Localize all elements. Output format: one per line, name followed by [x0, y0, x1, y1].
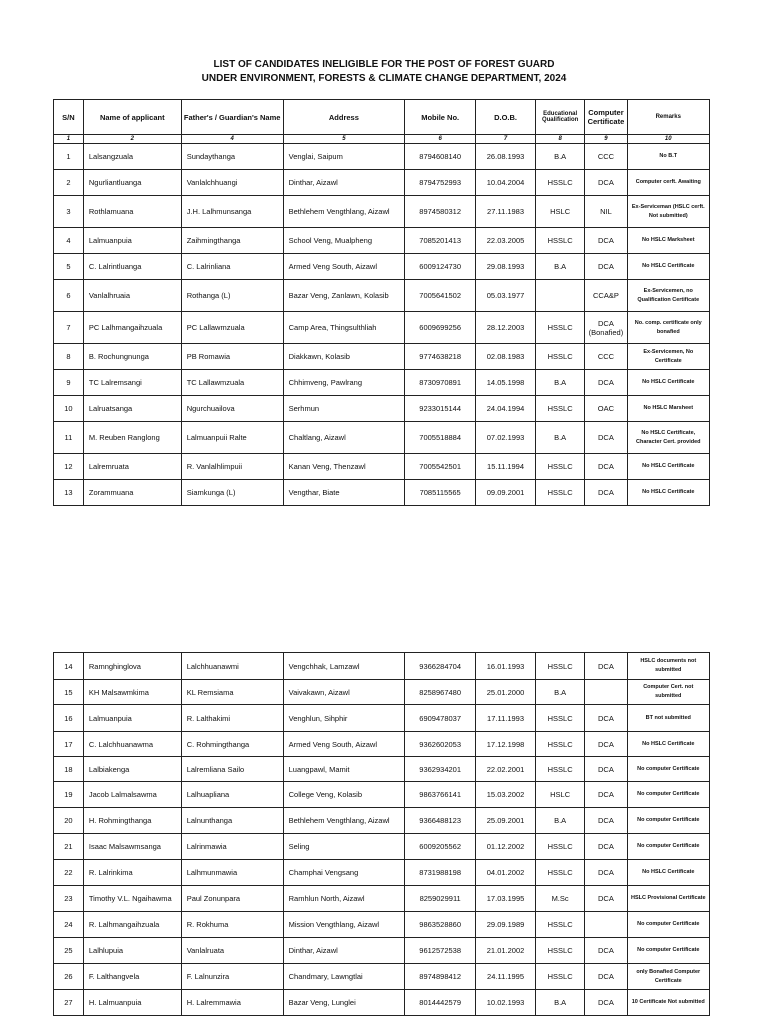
cell-name: Lalruatsanga: [83, 396, 181, 422]
table-row: [54, 964, 710, 990]
cell-father: Vanlalruata: [181, 938, 283, 964]
cell-dob: 09.09.2001: [476, 480, 536, 506]
cell-remarks: No computer Certificate: [627, 834, 709, 860]
cell-comp: DCA: [585, 732, 627, 757]
cell-dob: 25.01.2000: [476, 680, 536, 705]
cell-sn: 10: [54, 396, 84, 422]
cell-father: TC Lallawmzuala: [181, 370, 283, 396]
cell-father: PC Lallawmzuala: [181, 312, 283, 344]
cell-remarks: Ex-Servicemen, no Qualification Certificate: [627, 280, 709, 312]
table-row: [54, 454, 710, 480]
cell-comp: CCC: [585, 144, 627, 170]
cell-comp: OAC: [585, 396, 627, 422]
cell-name: PC Lalhmangaihzuala: [83, 312, 181, 344]
table-row: [54, 680, 710, 705]
header-row: [54, 100, 710, 135]
cell-sn: 13: [54, 480, 84, 506]
col-header-dob: D.O.B.: [476, 100, 536, 135]
cell-edu: B.A: [535, 422, 584, 454]
cell-name: R. Lalrinkima: [83, 860, 181, 886]
cell-address: Luangpawl, Mamit: [283, 757, 405, 782]
cell-remarks: No. comp. certificate only bonafied: [627, 312, 709, 344]
cell-father: Lalmuanpuii Ralte: [181, 422, 283, 454]
cell-name: Lalsangzuala: [83, 144, 181, 170]
cell-remarks: HSLC documents not submitted: [627, 653, 709, 680]
cell-father: Ngurchuailova: [181, 396, 283, 422]
cell-dob: 17.12.1998: [476, 732, 536, 757]
cell-remarks: No HSLC Certificate: [627, 254, 709, 280]
cell-edu: HSSLC: [535, 396, 584, 422]
title-line-1: LIST OF CANDIDATES INELIGIBLE FOR THE POST OF FOREST GUARD: [213, 59, 555, 70]
cell-edu: B.A: [535, 144, 584, 170]
cell-dob: 22.03.2005: [476, 228, 536, 254]
table-row: [54, 938, 710, 964]
cell-remarks: No computer Certificate: [627, 912, 709, 938]
cell-name: C. Lalrintluanga: [83, 254, 181, 280]
cell-name: Zorammuana: [83, 480, 181, 506]
cell-remarks: 10 Certificate Not submitted: [627, 990, 709, 1016]
table-row: [54, 653, 710, 680]
cell-remarks: BT not submitted: [627, 705, 709, 732]
cell-sn: 22: [54, 860, 84, 886]
cell-father: Zaihmingthanga: [181, 228, 283, 254]
cell-sn: 20: [54, 808, 84, 834]
cell-father: Lalhmunmawia: [181, 860, 283, 886]
col-header-comp: Computer Certificate: [585, 100, 627, 135]
cell-name: H. Rohmingthanga: [83, 808, 181, 834]
cell-remarks: No computer Certificate: [627, 782, 709, 808]
table-row: [54, 370, 710, 396]
cell-dob: 28.12.2003: [476, 312, 536, 344]
cell-sn: 25: [54, 938, 84, 964]
col-number: 1: [54, 135, 84, 144]
cell-sn: 27: [54, 990, 84, 1016]
cell-sn: 19: [54, 782, 84, 808]
cell-dob: 17.11.1993: [476, 705, 536, 732]
cell-dob: 24.04.1994: [476, 396, 536, 422]
title-line-2: UNDER ENVIRONMENT, FORESTS & CLIMATE CHANGE DEPARTMENT, 2024: [201, 73, 567, 84]
cell-dob: 17.03.1995: [476, 886, 536, 912]
cell-edu: HSSLC: [535, 344, 584, 370]
cell-mobile: 6909478037: [405, 705, 476, 732]
cell-comp: DCA: [585, 454, 627, 480]
cell-dob: 07.02.1993: [476, 422, 536, 454]
col-number: 5: [283, 135, 405, 144]
cell-edu: [535, 280, 584, 312]
cell-edu: HSSLC: [535, 912, 584, 938]
cell-address: Ramhlun North, Aizawl: [283, 886, 405, 912]
cell-name: Ngurliantluanga: [83, 170, 181, 196]
col-number: 8: [535, 135, 584, 144]
cell-edu: B.A: [535, 680, 584, 705]
cell-father: J.H. Lalhmunsanga: [181, 196, 283, 228]
cell-mobile: 8731988198: [405, 860, 476, 886]
cell-mobile: 8730970891: [405, 370, 476, 396]
cell-comp: DCA: [585, 480, 627, 506]
cell-dob: 14.05.1998: [476, 370, 536, 396]
table-row: [54, 808, 710, 834]
cell-mobile: 7085201413: [405, 228, 476, 254]
cell-remarks: No B.T: [627, 144, 709, 170]
cell-name: R. Lalhmangaihzuala: [83, 912, 181, 938]
cell-sn: 3: [54, 196, 84, 228]
cell-name: TC Lalremsangi: [83, 370, 181, 396]
cell-mobile: 8258967480: [405, 680, 476, 705]
cell-mobile: 8014442579: [405, 990, 476, 1016]
cell-name: Lalhlupuia: [83, 938, 181, 964]
table-row: [54, 312, 710, 344]
table-row: [54, 280, 710, 312]
cell-address: Bazar Veng, Zanlawn, Kolasib: [283, 280, 405, 312]
cell-address: Vengchhak, Lamzawl: [283, 653, 405, 680]
cell-comp: CCA&P: [585, 280, 627, 312]
cell-mobile: 6009124730: [405, 254, 476, 280]
cell-comp: [585, 680, 627, 705]
cell-father: C. Rohmingthanga: [181, 732, 283, 757]
cell-address: Serhmun: [283, 396, 405, 422]
cell-edu: HSLC: [535, 196, 584, 228]
cell-dob: 21.01.2002: [476, 938, 536, 964]
cell-name: Lalbiakenga: [83, 757, 181, 782]
cell-father: C. Lalrinliana: [181, 254, 283, 280]
cell-address: Mission Vengthlang, Aizawl: [283, 912, 405, 938]
cell-remarks: only Bonafied Computer Certificate: [627, 964, 709, 990]
col-header-remarks: Remarks: [627, 100, 709, 135]
cell-comp: DCA (Bonafied): [585, 312, 627, 344]
cell-dob: 29.08.1993: [476, 254, 536, 280]
cell-edu: B.A: [535, 254, 584, 280]
cell-name: Ramnghinglova: [83, 653, 181, 680]
cell-father: KL Remsiama: [181, 680, 283, 705]
cell-address: Venglai, Saipum: [283, 144, 405, 170]
cell-father: R. Lalthakimi: [181, 705, 283, 732]
cell-remarks: No HSLC Certificate: [627, 370, 709, 396]
cell-mobile: 7085115565: [405, 480, 476, 506]
cell-sn: 7: [54, 312, 84, 344]
table-row: [54, 757, 710, 782]
table-row: [54, 422, 710, 454]
col-number: 6: [405, 135, 476, 144]
cell-mobile: 9774638218: [405, 344, 476, 370]
table-row: [54, 860, 710, 886]
col-header-sn: S/N: [54, 100, 84, 135]
cell-mobile: 9233015144: [405, 396, 476, 422]
cell-edu: HSSLC: [535, 757, 584, 782]
cell-remarks: No HSLC Certificate: [627, 732, 709, 757]
table-row: [54, 396, 710, 422]
cell-father: Lalrinmawia: [181, 834, 283, 860]
cell-dob: 01.12.2002: [476, 834, 536, 860]
cell-address: Vengthar, Biate: [283, 480, 405, 506]
cell-comp: DCA: [585, 370, 627, 396]
cell-comp: DCA: [585, 938, 627, 964]
table-row: [54, 990, 710, 1016]
cell-address: Chaltlang, Aizawl: [283, 422, 405, 454]
cell-name: C. Lalchhuanawma: [83, 732, 181, 757]
cell-comp: DCA: [585, 808, 627, 834]
cell-address: Bazar Veng, Lunglei: [283, 990, 405, 1016]
table-row: [54, 344, 710, 370]
cell-sn: 15: [54, 680, 84, 705]
cell-remarks: No computer Certificate: [627, 938, 709, 964]
cell-comp: DCA: [585, 228, 627, 254]
cell-dob: 22.02.2001: [476, 757, 536, 782]
cell-comp: CCC: [585, 344, 627, 370]
cell-sn: 26: [54, 964, 84, 990]
cell-sn: 24: [54, 912, 84, 938]
cell-father: R. Rokhuma: [181, 912, 283, 938]
cell-comp: DCA: [585, 886, 627, 912]
cell-comp: DCA: [585, 422, 627, 454]
col-header-address: Address: [283, 100, 405, 135]
table-row: [54, 196, 710, 228]
cell-remarks: Computer Cert. not submitted: [627, 680, 709, 705]
cell-name: Jacob Lalmalsawma: [83, 782, 181, 808]
cell-address: School Veng, Mualpheng: [283, 228, 405, 254]
cell-mobile: 8259029911: [405, 886, 476, 912]
cell-name: M. Reuben Ranglong: [83, 422, 181, 454]
cell-edu: HSSLC: [535, 938, 584, 964]
candidates-table-2: [53, 652, 710, 1016]
cell-address: Bethlehem Vengthlang, Aizawl: [283, 808, 405, 834]
cell-remarks: No HSLC Marksheet: [627, 228, 709, 254]
cell-name: F. Lalthangvela: [83, 964, 181, 990]
cell-sn: 18: [54, 757, 84, 782]
cell-dob: 16.01.1993: [476, 653, 536, 680]
cell-edu: B.A: [535, 808, 584, 834]
cell-father: Sundaythanga: [181, 144, 283, 170]
cell-remarks: Computer cerft. Awaiting: [627, 170, 709, 196]
cell-comp: DCA: [585, 990, 627, 1016]
cell-address: Chandmary, Lawngtlai: [283, 964, 405, 990]
cell-sn: 6: [54, 280, 84, 312]
cell-edu: HSSLC: [535, 228, 584, 254]
cell-edu: B.A: [535, 990, 584, 1016]
col-header-mobile: Mobile No.: [405, 100, 476, 135]
table-row: [54, 480, 710, 506]
cell-sn: 5: [54, 254, 84, 280]
cell-address: Camp Area, Thingsulthliah: [283, 312, 405, 344]
cell-name: Timothy V.L. Ngaihawma: [83, 886, 181, 912]
cell-name: Isaac Malsawmsanga: [83, 834, 181, 860]
cell-father: PB Romawia: [181, 344, 283, 370]
cell-mobile: 7005518884: [405, 422, 476, 454]
cell-comp: DCA: [585, 653, 627, 680]
cell-sn: 16: [54, 705, 84, 732]
table-row: [54, 170, 710, 196]
cell-name: Lalmuanpuia: [83, 228, 181, 254]
col-number: 4: [181, 135, 283, 144]
cell-remarks: No HSLC Marsheet: [627, 396, 709, 422]
cell-name: H. Lalmuanpuia: [83, 990, 181, 1016]
cell-edu: HSSLC: [535, 454, 584, 480]
cell-father: Lalhuapliana: [181, 782, 283, 808]
cell-mobile: 9366284704: [405, 653, 476, 680]
cell-comp: DCA: [585, 834, 627, 860]
col-header-edu: Educational Qualification: [535, 100, 584, 135]
cell-name: Lalmuanpuia: [83, 705, 181, 732]
cell-mobile: 8974898412: [405, 964, 476, 990]
cell-edu: HSSLC: [535, 964, 584, 990]
cell-address: College Veng, Kolasib: [283, 782, 405, 808]
cell-edu: HSSLC: [535, 732, 584, 757]
cell-sn: 12: [54, 454, 84, 480]
cell-comp: [585, 912, 627, 938]
table-row: [54, 705, 710, 732]
cell-address: Kanan Veng, Thenzawl: [283, 454, 405, 480]
cell-address: Seling: [283, 834, 405, 860]
cell-dob: 15.11.1994: [476, 454, 536, 480]
cell-mobile: 9362934201: [405, 757, 476, 782]
cell-dob: 24.11.1995: [476, 964, 536, 990]
cell-edu: HSSLC: [535, 860, 584, 886]
cell-name: Vanlalhruaia: [83, 280, 181, 312]
cell-address: Chhimveng, Pawlrang: [283, 370, 405, 396]
cell-father: R. Vanlalhlimpuii: [181, 454, 283, 480]
table-row: [54, 834, 710, 860]
cell-edu: B.A: [535, 370, 584, 396]
cell-edu: HSLC: [535, 782, 584, 808]
cell-remarks: No HSLC Certificate, Character Cert. provided: [627, 422, 709, 454]
col-header-name: Name of applicant: [83, 100, 181, 135]
cell-dob: 05.03.1977: [476, 280, 536, 312]
cell-edu: HSSLC: [535, 480, 584, 506]
cell-mobile: 8794752993: [405, 170, 476, 196]
cell-mobile: 6009699256: [405, 312, 476, 344]
col-number: 9: [585, 135, 627, 144]
cell-mobile: 7005542501: [405, 454, 476, 480]
cell-comp: DCA: [585, 757, 627, 782]
cell-remarks: No HSLC Certificate: [627, 480, 709, 506]
candidates-table-1: [53, 99, 710, 506]
cell-mobile: 9863766141: [405, 782, 476, 808]
cell-father: H. Lalremmawia: [181, 990, 283, 1016]
cell-dob: 04.01.2002: [476, 860, 536, 886]
cell-mobile: 6009205562: [405, 834, 476, 860]
cell-comp: DCA: [585, 170, 627, 196]
cell-sn: 23: [54, 886, 84, 912]
cell-address: Armed Veng South, Aizawl: [283, 732, 405, 757]
cell-comp: DCA: [585, 964, 627, 990]
cell-remarks: HSLC Provisional Certificate: [627, 886, 709, 912]
table-row: [54, 912, 710, 938]
cell-comp: DCA: [585, 705, 627, 732]
cell-sn: 9: [54, 370, 84, 396]
cell-remarks: No computer Certificate: [627, 808, 709, 834]
cell-address: Diakkawn, Kolasib: [283, 344, 405, 370]
table-row: [54, 144, 710, 170]
cell-remarks: No HSLC Certificate: [627, 454, 709, 480]
cell-mobile: 9362602053: [405, 732, 476, 757]
cell-remarks: Ex-Serviceman (HSLC cerft. Not submitted): [627, 196, 709, 228]
cell-comp: DCA: [585, 782, 627, 808]
document-title: [0, 58, 768, 86]
cell-comp: DCA: [585, 860, 627, 886]
cell-address: Dinthar, Aizawl: [283, 938, 405, 964]
cell-sn: 21: [54, 834, 84, 860]
cell-dob: 25.09.2001: [476, 808, 536, 834]
cell-remarks: Ex-Servicemen, No Certificate: [627, 344, 709, 370]
table-row: [54, 886, 710, 912]
cell-dob: 10.02.1993: [476, 990, 536, 1016]
cell-edu: HSSLC: [535, 312, 584, 344]
cell-father: Paul Zonunpara: [181, 886, 283, 912]
cell-comp: NIL: [585, 196, 627, 228]
cell-father: Siamkunga (L): [181, 480, 283, 506]
table-row: [54, 782, 710, 808]
cell-name: Rothlamuana: [83, 196, 181, 228]
cell-edu: M.Sc: [535, 886, 584, 912]
cell-address: Armed Veng South, Aizawl: [283, 254, 405, 280]
cell-father: Lalchhuanawmi: [181, 653, 283, 680]
cell-sn: 11: [54, 422, 84, 454]
cell-sn: 17: [54, 732, 84, 757]
cell-remarks: No HSLC Certificate: [627, 860, 709, 886]
cell-father: Lalnunthanga: [181, 808, 283, 834]
col-number: 10: [627, 135, 709, 144]
table-row: [54, 732, 710, 757]
cell-name: B. Rochungnunga: [83, 344, 181, 370]
cell-dob: 27.11.1983: [476, 196, 536, 228]
cell-remarks: No computer Certificate: [627, 757, 709, 782]
cell-edu: HSSLC: [535, 653, 584, 680]
cell-mobile: 7005641502: [405, 280, 476, 312]
cell-address: Dinthar, Aizawl: [283, 170, 405, 196]
column-number-row: [54, 135, 710, 144]
cell-address: Vaivakawn, Aizawl: [283, 680, 405, 705]
cell-mobile: 9612572538: [405, 938, 476, 964]
cell-comp: DCA: [585, 254, 627, 280]
cell-father: Vanlalchhuangi: [181, 170, 283, 196]
cell-father: Lalremliana Sailo: [181, 757, 283, 782]
cell-dob: 15.03.2002: [476, 782, 536, 808]
cell-edu: HSSLC: [535, 834, 584, 860]
col-number: 7: [476, 135, 536, 144]
cell-dob: 02.08.1983: [476, 344, 536, 370]
col-number: 2: [83, 135, 181, 144]
table-row: [54, 254, 710, 280]
cell-name: Lalremruata: [83, 454, 181, 480]
cell-address: Bethlehem Vengthlang, Aizawl: [283, 196, 405, 228]
cell-mobile: 9863528860: [405, 912, 476, 938]
cell-mobile: 8974580312: [405, 196, 476, 228]
cell-sn: 2: [54, 170, 84, 196]
cell-dob: 10.04.2004: [476, 170, 536, 196]
col-header-father: Father's / Guardian's Name: [181, 100, 283, 135]
cell-sn: 14: [54, 653, 84, 680]
cell-sn: 8: [54, 344, 84, 370]
cell-sn: 4: [54, 228, 84, 254]
table-row: [54, 228, 710, 254]
cell-dob: 29.09.1989: [476, 912, 536, 938]
cell-father: F. Lalnunzira: [181, 964, 283, 990]
cell-edu: HSSLC: [535, 170, 584, 196]
cell-dob: 26.08.1993: [476, 144, 536, 170]
cell-mobile: 9366488123: [405, 808, 476, 834]
cell-name: KH Malsawmkima: [83, 680, 181, 705]
cell-sn: 1: [54, 144, 84, 170]
cell-address: Venghlun, Sihphir: [283, 705, 405, 732]
cell-address: Champhai Vengsang: [283, 860, 405, 886]
cell-father: Rothanga (L): [181, 280, 283, 312]
cell-mobile: 8794608140: [405, 144, 476, 170]
cell-edu: HSSLC: [535, 705, 584, 732]
